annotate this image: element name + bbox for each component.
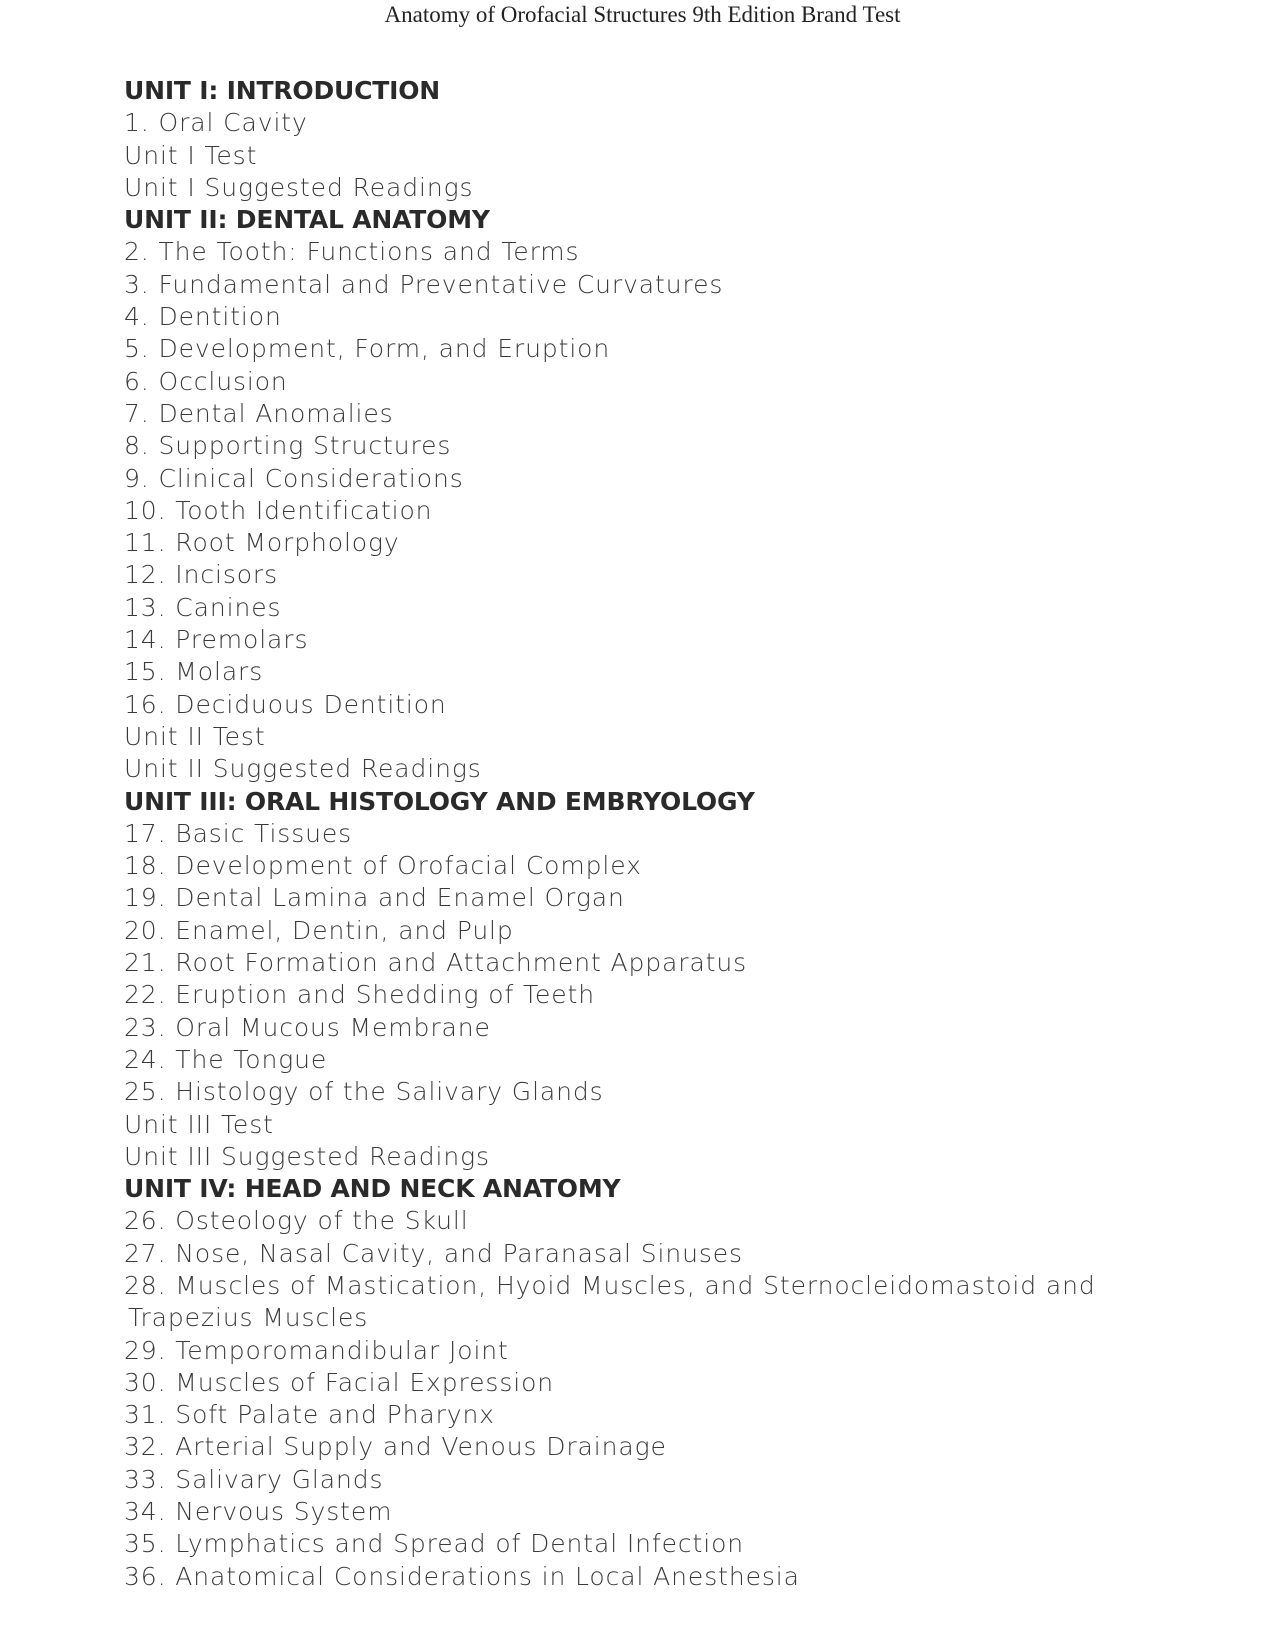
unit-extra-entry: Unit I Suggested Readings	[124, 172, 474, 202]
chapter-entry: 25. Histology of the Salivary Glands	[124, 1077, 604, 1107]
chapter-entry: 7. Dental Anomalies	[124, 398, 394, 428]
chapter-entry: 18. Development of Orofacial Complex	[124, 851, 642, 881]
chapter-entry: 14. Premolars	[124, 625, 309, 655]
chapter-entry: 13. Canines	[124, 592, 282, 622]
unit-extra-entry: Unit II Test	[124, 721, 266, 751]
unit-extra-entry: Unit II Suggested Readings	[124, 754, 482, 784]
chapter-entry: 6. Occlusion	[124, 366, 288, 396]
unit-heading: UNIT I: INTRODUCTION	[124, 76, 440, 105]
chapter-entry: 27. Nose, Nasal Cavity, and Paranasal Sinuses	[124, 1238, 743, 1268]
chapter-entry: 9. Clinical Considerations	[124, 463, 464, 493]
chapter-entry: 12. Incisors	[124, 560, 279, 590]
chapter-entry: 16. Deciduous Dentition	[124, 689, 447, 719]
chapter-title-continuation: Trapezius Muscles	[128, 1303, 369, 1333]
chapter-entry: 23. Oral Mucous Membrane	[124, 1012, 491, 1042]
chapter-entry: 11. Root Morphology	[124, 528, 400, 558]
unit-extra-entry: Unit I Test	[124, 140, 258, 170]
chapter-entry: 2. The Tooth: Functions and Terms	[124, 237, 580, 267]
chapter-entry: 32. Arterial Supply and Venous Drainage	[124, 1432, 667, 1462]
chapter-entry: 33. Salivary Glands	[124, 1464, 384, 1494]
chapter-entry: 34. Nervous System	[124, 1497, 393, 1527]
chapter-entry: 19. Dental Lamina and Enamel Organ	[124, 883, 625, 913]
unit-extra-entry: Unit III Test	[124, 1109, 274, 1139]
chapter-entry: 24. The Tongue	[124, 1044, 328, 1074]
chapter-title: 28. Muscles of Mastication, Hyoid Muscles, and Sternocleidomastoid and	[124, 1270, 1096, 1300]
chapter-entry: 8. Supporting Structures	[124, 431, 452, 461]
chapter-entry: 29. Temporomandibular Joint	[124, 1335, 509, 1365]
chapter-entry: 5. Development, Form, and Eruption	[124, 334, 611, 364]
chapter-entry: 20. Enamel, Dentin, and Pulp	[124, 915, 514, 945]
chapter-entry: 4. Dentition	[124, 302, 282, 332]
chapter-entry: 17. Basic Tissues	[124, 818, 353, 848]
unit-heading: UNIT IV: HEAD AND NECK ANATOMY	[124, 1174, 621, 1204]
chapter-entry: 10. Tooth Identification	[124, 495, 433, 525]
chapter-entry: 3. Fundamental and Preventative Curvatures	[124, 269, 724, 299]
unit-heading: UNIT III: ORAL HISTOLOGY AND EMBRYOLOGY	[124, 786, 755, 816]
table-of-contents	[124, 75, 1174, 1593]
unit-heading: UNIT II: DENTAL ANATOMY	[124, 205, 490, 235]
chapter-entry: 26. Osteology of the Skull	[124, 1206, 469, 1236]
page-title: Anatomy of Orofacial Structures 9th Edition Brand Test	[384, 2, 901, 27]
chapter-entry: 36. Anatomical Considerations in Local Anesthesia	[124, 1561, 800, 1591]
unit-extra-entry: Unit III Suggested Readings	[124, 1141, 490, 1171]
chapter-entry: 31. Soft Palate and Pharynx	[124, 1400, 495, 1430]
chapter-entry: 22. Eruption and Shedding of Teeth	[124, 980, 595, 1010]
chapter-entry: 30. Muscles of Facial Expression	[124, 1367, 555, 1397]
chapter-entry: 1. Oral Cavity	[124, 108, 308, 138]
chapter-entry: 15. Molars	[124, 657, 264, 687]
chapter-entry: 21. Root Formation and Attachment Apparatus	[124, 948, 748, 978]
chapter-entry	[124, 1270, 1174, 1335]
chapter-entry: 35. Lymphatics and Spread of Dental Infection	[124, 1529, 745, 1559]
